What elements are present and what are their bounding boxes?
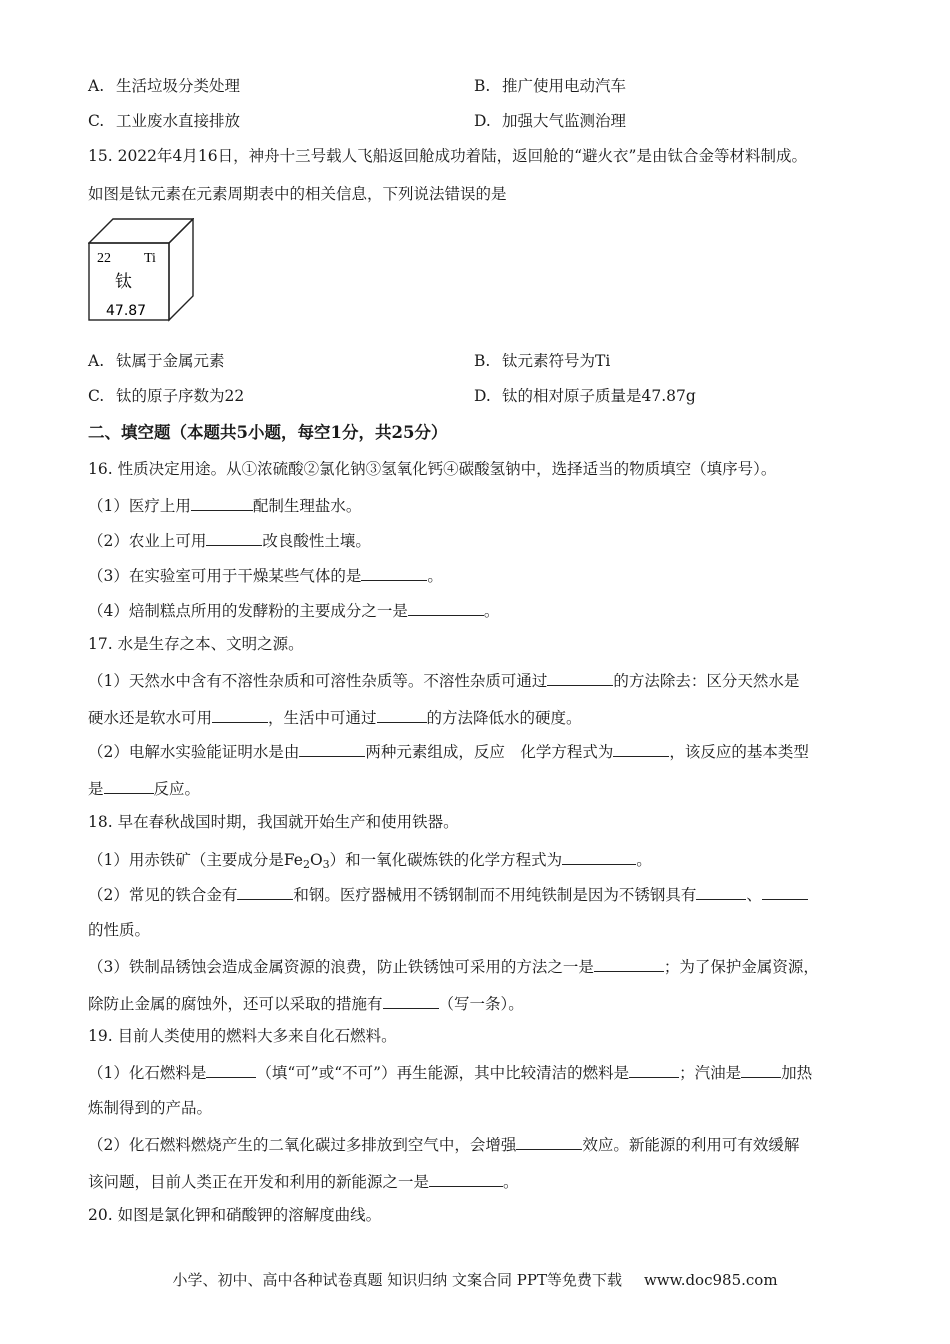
answer-blank[interactable]	[696, 883, 746, 900]
question-19-part-2: （2）化石燃料燃烧产生的二氧化碳过多排放到空气中，会增强 效应。新能源的利用可有效缓解	[88, 1133, 799, 1155]
question-15-stem-2: 如图是钛元素在元素周期表中的相关信息，下列说法错误的是	[88, 185, 507, 203]
question-18-part-1: （1）用赤铁矿（主要成分是$Fe_2O_3$）和一氧化碳炼铁的化学方程式为 。	[88, 848, 652, 875]
answer-blank[interactable]	[383, 992, 439, 1009]
question-19-part-2-cont: 该问题，目前人类正在开发和利用的新能源之一是 。	[88, 1170, 519, 1192]
question-19-part-1-cont: 炼制得到的产品。	[88, 1099, 213, 1117]
question-16-part-2: （2）农业上可用 改良酸性土壤。	[88, 529, 371, 551]
question-17-part-2-cont: 是 反应。	[88, 777, 200, 799]
question-18-part-3-cont: 除防止金属的腐蚀外，还可以采取的措施有 （写一条）。	[88, 992, 524, 1014]
answer-blank[interactable]	[762, 883, 808, 900]
option-b: B. 推广使用电动汽车	[474, 77, 627, 95]
section-heading: 二、填空题（本题共5小题，每空1分，共25分）	[88, 423, 448, 442]
answer-blank[interactable]	[516, 1133, 582, 1150]
question-20-stem: 20. 如图是氯化钾和硝酸钾的溶解度曲线。	[88, 1206, 382, 1224]
option-a: A. 钛属于金属元素	[88, 352, 225, 370]
answer-blank[interactable]	[206, 1061, 256, 1078]
answer-blank[interactable]	[361, 564, 427, 581]
question-18-part-2-cont: 的性质。	[88, 921, 151, 939]
answer-blank[interactable]	[629, 1061, 679, 1078]
answer-blank[interactable]	[299, 740, 365, 757]
answer-blank[interactable]	[408, 599, 484, 616]
question-17-part-1-cont: 硬水还是软水可用 ，生活中可通过 的方法降低水的硬度。	[88, 706, 582, 728]
question-16-part-3: （3）在实验室可用于干燥某些气体的是 。	[88, 564, 443, 586]
answer-blank[interactable]	[562, 848, 636, 865]
option-d: D. 钛的相对原子质量是47.87g	[474, 387, 696, 405]
question-19-stem: 19. 目前人类使用的燃料大多来自化石燃料。	[88, 1027, 397, 1045]
atomic-number: 22	[97, 251, 111, 266]
option-d: D. 加强大气监测治理	[474, 112, 627, 130]
page-footer	[0, 1269, 950, 1290]
element-symbol: Ti	[144, 251, 156, 266]
answer-blank[interactable]	[237, 883, 293, 900]
question-19-part-1: （1）化石燃料是 （填“可”或“不可”）再生能源，其中比较清洁的燃料是 ；汽油是 加热	[88, 1061, 812, 1083]
option-a: A. 生活垃圾分类处理	[88, 77, 241, 95]
answer-blank[interactable]	[547, 669, 613, 686]
footer-url[interactable]: www.doc985.com	[643, 1271, 778, 1289]
answer-blank[interactable]	[594, 955, 664, 972]
answer-blank[interactable]	[429, 1170, 503, 1187]
question-16-part-4: （4）焙制糕点所用的发酵粉的主要成分之一是 。	[88, 599, 499, 621]
answer-blank[interactable]	[613, 740, 669, 757]
option-b: B. 钛元素符号为Ti	[474, 352, 611, 370]
answer-blank[interactable]	[212, 706, 268, 723]
question-18-part-3: （3）铁制品锈蚀会造成金属资源的浪费，防止铁锈蚀可采用的方法之一是 ；为了保护金属资源，	[88, 955, 819, 977]
question-17-part-1: （1）天然水中含有不溶性杂质和可溶性杂质等。不溶性杂质可通过 的方法除去：区分天然水是	[88, 669, 799, 691]
question-16-stem: 16. 性质决定用途。从①浓硫酸②氯化钠③氢氧化钙④碳酸氢钠中，选择适当的物质填空（填序号）。	[88, 460, 777, 478]
answer-blank[interactable]	[104, 777, 154, 794]
option-c: C. 工业废水直接排放	[88, 112, 241, 130]
question-16-part-1: （1）医疗上用 配制生理盐水。	[88, 494, 361, 516]
question-18-stem: 18. 早在春秋战国时期，我国就开始生产和使用铁器。	[88, 813, 459, 831]
question-18-part-2: （2）常见的铁合金有 和钢。医疗器械用不锈钢制而不用纯铁制是因为不锈钢具有 、	[88, 883, 808, 905]
element-name: 钛	[115, 272, 132, 292]
answer-blank[interactable]	[377, 706, 427, 723]
question-15-stem: 15. 2022年4月16日，神舟十三号载人飞船返回舱成功着陆，返回舱的“避火衣”是由钛合金等材料制成。	[88, 147, 807, 165]
answer-blank[interactable]	[191, 494, 253, 511]
option-c: C. 钛的原子序数为22	[88, 387, 245, 405]
atomic-mass: 47.87	[106, 303, 147, 319]
titanium-element-tile	[88, 218, 194, 322]
question-17-part-2: （2）电解水实验能证明水是由 两种元素组成，反应 化学方程式为 ，该反应的基本类型	[88, 740, 809, 762]
footer-text: 小学、初中、高中各种试卷真题 知识归纳 文案合同 PPT等免费下载	[172, 1271, 622, 1289]
question-17-stem: 17. 水是生存之本、文明之源。	[88, 635, 304, 653]
answer-blank[interactable]	[741, 1061, 781, 1078]
answer-blank[interactable]	[206, 529, 262, 546]
